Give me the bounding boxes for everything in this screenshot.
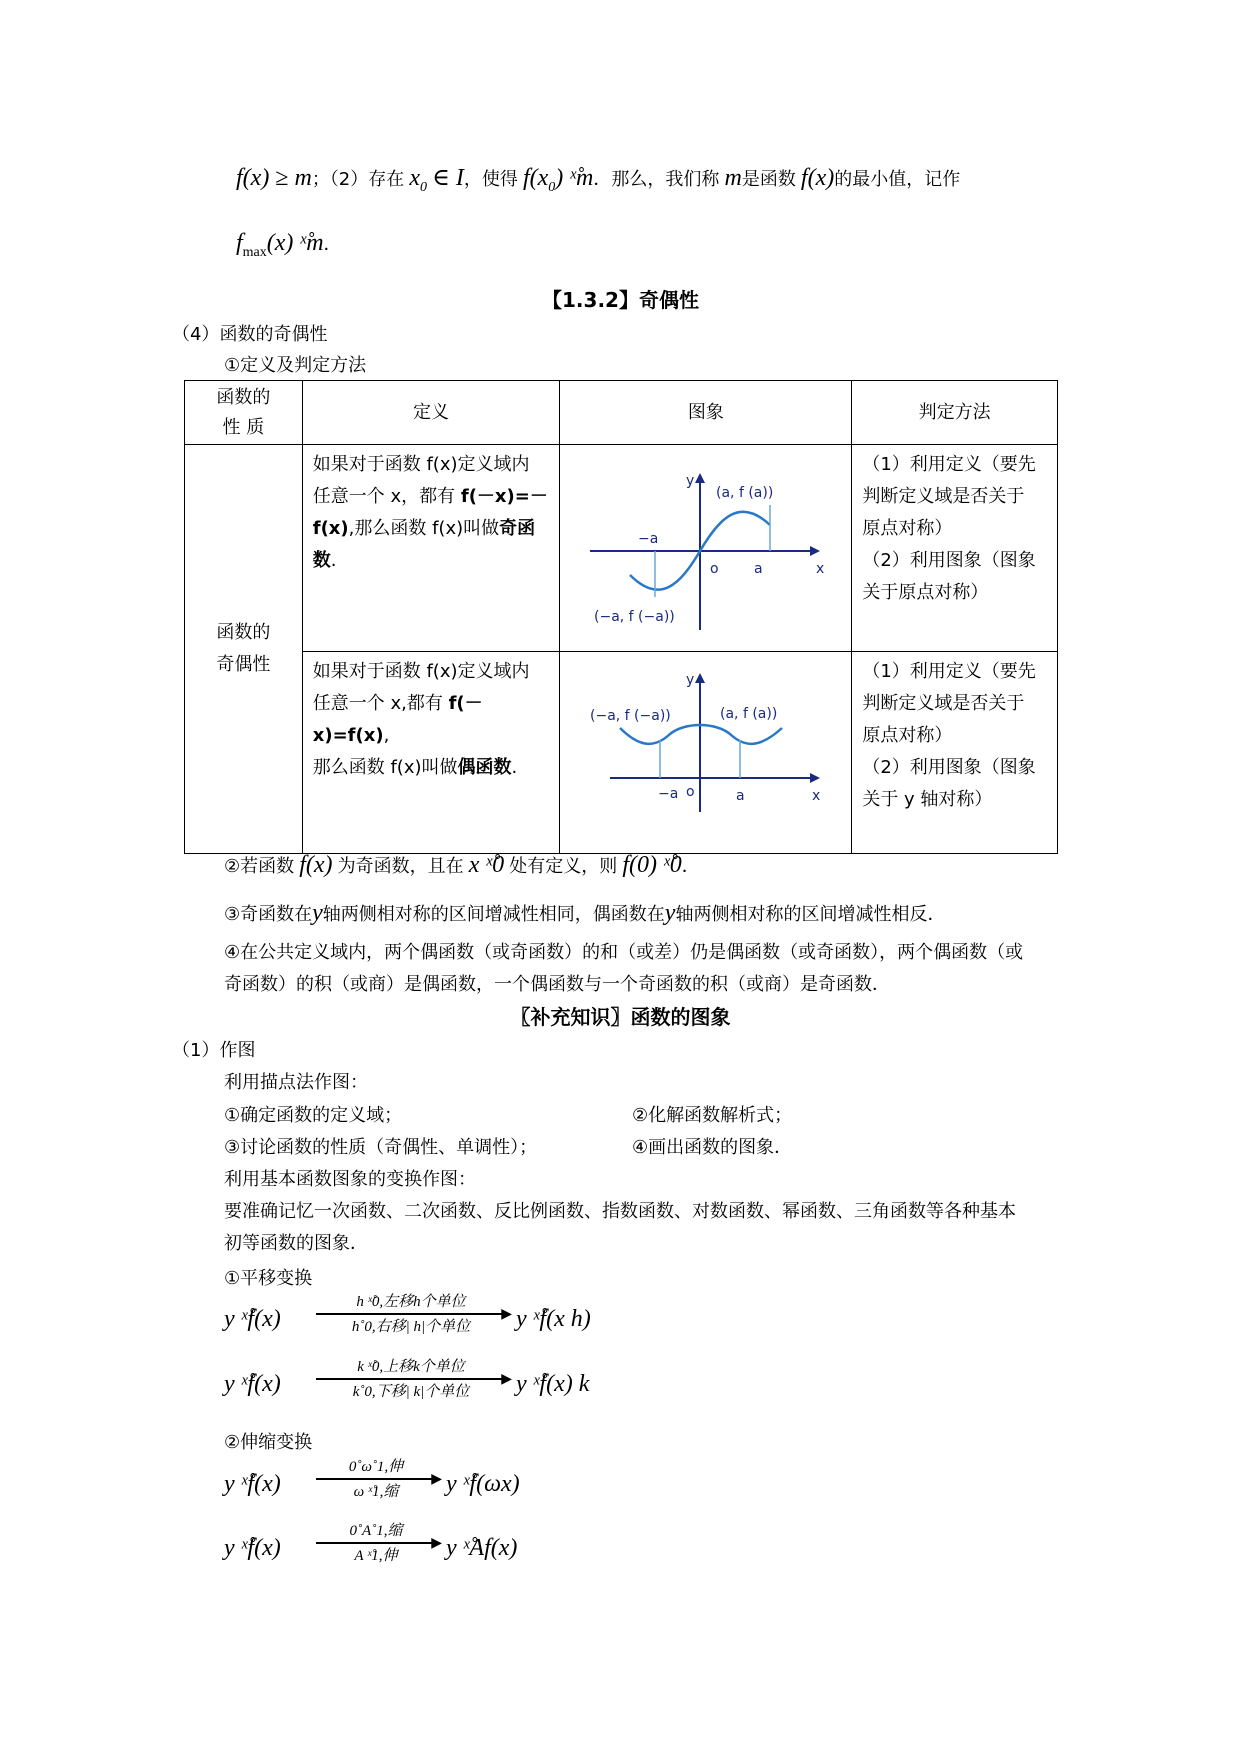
arrow-top-text: h ˣ̊0,左移h个单位 <box>356 1294 466 1310</box>
step-1: ①确定函数的定义域； <box>224 1105 403 1126</box>
note-4-line-1: ④在公共定义域内，两个偶函数（或奇函数）的和（或差）仍是偶函数（或奇函数），两个偶函数（或 <box>224 942 1024 963</box>
odd-definition <box>302 445 560 652</box>
odd-graph-cell <box>560 445 852 652</box>
text: 关于原点对称） <box>862 582 989 603</box>
x-label: x <box>816 561 825 577</box>
text: 的最小值，记作 <box>834 169 961 190</box>
x-axis-arrow <box>810 773 820 783</box>
arrow-bottom-text: A ˣ̊1,伸 <box>354 1548 398 1564</box>
text: （2）利用图象（图象 <box>862 757 1036 778</box>
point-neg-a-label: (−a, f (−a)) <box>594 609 676 625</box>
odd-function-graph <box>560 445 850 640</box>
formula-fmax: $f_{max}(x)$ ˣ̊m <box>236 230 324 260</box>
origin-label: o <box>710 561 719 577</box>
row-label-text: 奇偶性 <box>216 654 271 675</box>
text: 是函数 <box>741 169 796 190</box>
text: 判断定义域是否关于 <box>862 693 1025 714</box>
step-4: ④画出函数的图象． <box>632 1137 793 1158</box>
arrow-line <box>316 1306 512 1322</box>
note-3 <box>224 900 945 927</box>
formula-fx: f(x) <box>800 165 835 191</box>
formula-right: y ˣ̊f(x) k <box>516 1371 590 1397</box>
arrow-head-icon: ▶ <box>501 1306 512 1322</box>
header-text: 性 质 <box>222 416 265 438</box>
header-method: 判定方法 <box>852 381 1058 445</box>
arrow-top-text: k ˣ̊0,上移k个单位 <box>357 1359 465 1375</box>
point-a-label: (a, f (a)) <box>716 485 774 501</box>
row-label-text: 函数的 <box>216 622 271 643</box>
formula-left: y ˣ̊f(x) <box>224 1306 281 1332</box>
formula: x ˣ̊0 <box>468 852 505 878</box>
text: 初等函数的图象． <box>224 1233 368 1254</box>
arrow-bottom-text: h˚0,右移| h|个单位 <box>351 1319 471 1335</box>
origin-label: o <box>686 784 695 800</box>
formula-x0: $x_0$ <box>409 165 428 195</box>
formula-left: y ˣ̊f(x) <box>224 1535 281 1561</box>
text: 原点对称） <box>862 725 953 746</box>
section-title-graphs: 〖补充知识〗函数的图象 <box>510 1005 731 1029</box>
odd-method <box>852 445 1058 652</box>
arrow-head-icon: ▶ <box>501 1371 512 1387</box>
header-definition: 定义 <box>302 381 560 445</box>
arrow-top-text: 0˚A˚1,缩 <box>349 1523 403 1539</box>
formula-in-i: ∈ I <box>432 165 464 191</box>
arrow-line <box>316 1471 442 1487</box>
even-method <box>852 652 1058 854</box>
text: ②若函数 <box>224 856 295 877</box>
note-4-line-2: 奇函数）的积（或商）是偶函数，一个偶函数与一个奇函数的积（或商）是奇函数． <box>224 974 890 995</box>
point-neg-a-label: (−a, f (−a)) <box>590 708 672 724</box>
formula-shift-horizontal <box>224 1290 724 1350</box>
a-label: a <box>754 561 763 577</box>
header-text: 函数的 <box>216 386 271 408</box>
text: 利用描点法作图： <box>224 1072 368 1093</box>
table-header-row <box>185 381 1058 445</box>
even-function-graph <box>560 652 850 842</box>
y-axis-arrow <box>695 673 705 683</box>
text: ． <box>323 234 342 255</box>
text: 要准确记忆一次函数、二次函数、反比例函数、指数函数、对数函数、幂函数、三角函数等各种基本 <box>224 1201 1016 1222</box>
text: ． <box>681 856 700 877</box>
text: 如果对于函数 f(x)定义域内 <box>312 661 530 682</box>
arrow-line <box>316 1535 442 1551</box>
stretch-transform-label: ②伸缩变换 <box>224 1432 313 1453</box>
arrow-bottom-text: ω ˣ̊1,缩 <box>353 1484 399 1500</box>
y-label: y <box>686 473 695 489</box>
text: 任意一个 x，都有 f(－x)=－ <box>312 486 548 507</box>
text: 任意一个 x,都有 f(－x)=f(x), <box>312 693 483 746</box>
text: 那么函数 f(x)叫做偶函数. <box>312 757 518 778</box>
text: ．那么，我们称 <box>593 169 720 190</box>
formula-left: y ˣ̊f(x) <box>224 1371 281 1397</box>
formula-stretch-vertical <box>224 1519 724 1579</box>
point-a-label: (a, f (a)) <box>720 706 778 722</box>
text: 利用基本函数图象的变换作图： <box>224 1169 476 1190</box>
arrow-head-icon: ▶ <box>431 1535 442 1551</box>
table-row-odd <box>185 445 1058 652</box>
formula-fx-ge-m: f(x) ≥ m <box>236 165 312 191</box>
text: 为奇函数，且在 <box>337 856 464 877</box>
text: 关于 y 轴对称） <box>862 789 993 810</box>
sub-1-label: ①定义及判定方法 <box>224 355 367 376</box>
text: 判断定义域是否关于 <box>862 486 1025 507</box>
text: f(x),那么函数 f(x)叫做奇函 <box>312 518 536 539</box>
shift-transform-label: ①平移变换 <box>224 1268 313 1289</box>
formula: f(0) ˣ̊0 <box>622 852 682 878</box>
arrow-head-icon: ▶ <box>431 1471 442 1487</box>
y-label: y <box>686 672 695 688</box>
even-definition <box>302 652 560 854</box>
formula-fx0: $f(x_0)$ ˣ̊m <box>522 165 594 195</box>
text: 如果对于函数 f(x)定义域内 <box>312 454 530 475</box>
step-3: ③讨论函数的性质（奇偶性、单调性）； <box>224 1137 538 1158</box>
arrow-line <box>316 1371 512 1387</box>
formula-right: y ˣ̊f(x h) <box>516 1306 591 1332</box>
even-graph-cell <box>560 652 852 854</box>
item-4-label: （4）函数的奇偶性 <box>172 324 328 345</box>
arrow-bottom-text: k˚0,下移| k|个单位 <box>352 1384 470 1400</box>
y-axis-arrow <box>695 473 705 483</box>
min-value-line-2 <box>236 230 342 261</box>
formula: y <box>312 900 323 926</box>
section-title-parity: 【1.3.2】奇偶性 <box>542 288 699 312</box>
text: （1）利用定义（要先 <box>862 454 1036 475</box>
text: 轴两侧相对称的区间增减性相同，偶函数在 <box>322 904 665 925</box>
text: 原点对称） <box>862 518 953 539</box>
formula-m: m <box>724 165 742 191</box>
x-label: x <box>812 788 821 804</box>
text: 处有定义，则 <box>509 856 618 877</box>
formula-right: y ˣ̊Af(x) <box>446 1535 518 1561</box>
x-axis-arrow <box>810 546 820 556</box>
item-1-label: （1）作图 <box>172 1040 256 1061</box>
text: ，使得 <box>463 169 518 190</box>
table-row-even <box>185 652 1058 854</box>
text: ；（2）存在 <box>311 169 405 190</box>
text: 轴两侧相对称的区间增减性相反． <box>675 904 946 925</box>
formula: y <box>664 900 676 926</box>
arrow-top-text: 0˚ω˚1,伸 <box>348 1459 404 1475</box>
text: 数. <box>312 550 337 571</box>
formula-shift-vertical <box>224 1355 724 1415</box>
a-label: a <box>736 788 745 804</box>
text: ③奇函数在 <box>224 904 313 925</box>
min-value-line-1 <box>236 163 960 196</box>
formula-stretch-horizontal <box>224 1455 724 1515</box>
formula-left: y ˣ̊f(x) <box>224 1471 281 1497</box>
text: （2）利用图象（图象 <box>862 550 1036 571</box>
row-label <box>185 445 303 854</box>
parity-table <box>184 380 1058 854</box>
formula-right: y ˣ̊f(ωx) <box>446 1471 520 1497</box>
note-2 <box>224 852 700 879</box>
neg-a-label: −a <box>638 531 659 547</box>
header-property <box>185 381 303 445</box>
text: （1）利用定义（要先 <box>862 661 1036 682</box>
formula: f(x) <box>299 852 333 878</box>
header-graph: 图象 <box>560 381 852 445</box>
neg-a-label: −a <box>658 786 679 802</box>
step-2: ②化解函数解析式； <box>632 1105 793 1126</box>
